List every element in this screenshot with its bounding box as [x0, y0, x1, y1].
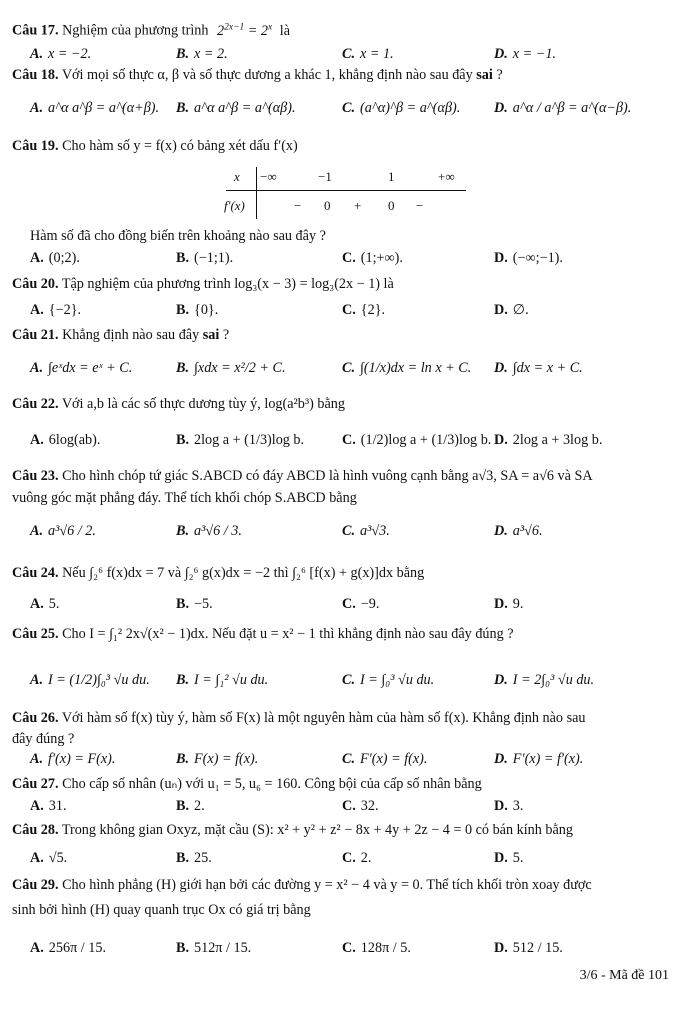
question-text: Nghiệm của phương trình: [62, 22, 209, 39]
option-c[interactable]: C. 32.: [342, 798, 379, 814]
table-sign: +: [354, 198, 362, 213]
question-tail: ?: [222, 327, 230, 343]
question-text-continued: sinh bởi hình (H) quay quanh trục Ox có giá trị bằng: [12, 902, 311, 918]
option-a[interactable]: A. 5.: [30, 596, 60, 612]
option-b[interactable]: B. 2log a + (1/3)log b.: [176, 432, 305, 448]
option-d[interactable]: D. a^α / a^β = a^(α−β).: [494, 100, 632, 116]
option-b[interactable]: B. 25.: [176, 850, 212, 866]
question-26: [12, 710, 678, 727]
question-label: Câu 18.: [12, 67, 59, 83]
option-c[interactable]: C. {2}.: [342, 302, 386, 318]
option-b[interactable]: B. (−1;1).: [176, 250, 234, 266]
question-label: Câu 20.: [12, 276, 59, 292]
table-sign: −: [294, 198, 302, 213]
option-c[interactable]: C. x = 1.: [342, 46, 394, 62]
sign-table: [226, 165, 466, 220]
question-29: [12, 877, 678, 894]
question-text: Với a,b là các số thực dương tùy ý, log(a²b³) bằng: [61, 396, 345, 412]
option-d[interactable]: D. 5.: [494, 850, 524, 866]
question-text: Với hàm số f(x) tùy ý, hàm số F(x) là một nguyên hàm của hàm số f(x). Khẳng định nào sau: [61, 710, 586, 726]
question-text: Với mọi số thực α, β và số thực dương a khác 1, khẳng định nào sau đây: [61, 67, 473, 83]
option-a[interactable]: A. I = (1/2)∫₀³ √u du.: [30, 672, 150, 688]
option-d[interactable]: D. 9.: [494, 596, 524, 612]
question-label: Câu 25.: [12, 626, 59, 642]
option-a[interactable]: A. √5.: [30, 850, 68, 866]
question-prompt: Hàm số đã cho đồng biến trên khoảng nào sau đây ?: [30, 228, 326, 244]
option-d[interactable]: D. I = 2∫₀³ √u du.: [494, 672, 595, 688]
option-c[interactable]: C. 2.: [342, 850, 372, 866]
table-header-x: x: [234, 169, 240, 184]
question-label: Câu 21.: [12, 327, 59, 343]
table-horizontal-line: [226, 190, 466, 191]
question-emphasis: sai: [476, 67, 493, 83]
question-tail: là: [279, 22, 291, 39]
table-vertical-line: [256, 167, 257, 219]
table-sign: −: [416, 198, 424, 213]
question-27: [12, 776, 678, 793]
question-22: [12, 396, 678, 413]
table-zero: 0: [388, 198, 395, 213]
option-b[interactable]: B. a^α a^β = a^(αβ).: [176, 100, 296, 116]
question-text: Cho cấp số nhân (uₙ) với u₁ = 5, u₆ = 160. Công bội của cấp số nhân bằng: [62, 776, 482, 792]
option-b[interactable]: B. −5.: [176, 596, 213, 612]
option-b[interactable]: B. {0}.: [176, 302, 219, 318]
option-d[interactable]: D. ∫dx = x + C.: [494, 360, 583, 376]
question-text: Cho I = ∫₁² 2x√(x² − 1)dx. Nếu đặt u = x² − 1 thì khẳng định nào sau đây đúng ?: [62, 626, 514, 642]
question-label: Câu 22.: [12, 396, 59, 412]
option-b[interactable]: B. I = ∫₁² √u du.: [176, 672, 269, 688]
option-a[interactable]: A. f′(x) = F(x).: [30, 751, 116, 767]
option-a[interactable]: A. 256π / 15.: [30, 940, 107, 956]
option-c[interactable]: C. a³√3.: [342, 523, 390, 539]
option-b[interactable]: B. a³√6 / 3.: [176, 523, 242, 539]
option-d[interactable]: D. (−∞;−1).: [494, 250, 563, 266]
question-tail: ?: [496, 67, 503, 83]
option-d[interactable]: D. 2log a + 3log b.: [494, 432, 603, 448]
question-label: Câu 26.: [12, 710, 59, 726]
table-zero: 0: [324, 198, 331, 213]
question-17: [12, 22, 678, 40]
table-x-value: −1: [318, 169, 332, 184]
question-20: [12, 276, 678, 293]
question-text: Nếu ∫₂⁶ f(x)dx = 7 và ∫₂⁶ g(x)dx = −2 thì ∫₂⁶ [f(x) + g(x)]dx bằng: [62, 565, 425, 581]
table-header-fprime: f′(x): [224, 198, 245, 213]
question-text-continued: vuông góc mặt phẳng đáy. Thể tích khối chóp S.ABCD bằng: [12, 490, 357, 506]
question-text: Cho hình phẳng (H) giới hạn bởi các đường y = x² − 4 và y = 0. Thể tích khối tròn xoay được: [62, 877, 592, 893]
question-21: [12, 327, 678, 344]
question-label: Câu 19.: [12, 138, 59, 154]
option-a[interactable]: A. 6log(ab).: [30, 432, 101, 448]
option-a[interactable]: A. a^α a^β = a^(α+β).: [30, 100, 160, 116]
question-text: Khẳng định nào sau đây: [62, 327, 200, 343]
question-label: Câu 23.: [12, 468, 59, 484]
option-a[interactable]: A. ∫eˣdx = eˣ + C.: [30, 360, 133, 376]
question-label: Câu 27.: [12, 776, 59, 792]
question-text: Cho hàm số y = f(x) có bảng xét dấu f′(x): [62, 138, 298, 154]
option-c[interactable]: C. ∫(1/x)dx = ln x + C.: [342, 360, 472, 376]
option-a[interactable]: A. 31.: [30, 798, 67, 814]
option-b[interactable]: B. 2.: [176, 798, 205, 814]
option-c[interactable]: C. 128π / 5.: [342, 940, 411, 956]
option-c[interactable]: C. F′(x) = f(x).: [342, 751, 428, 767]
table-x-value: −∞: [260, 169, 277, 184]
page-footer: 3/6 - Mã đề 101: [579, 968, 669, 983]
option-d[interactable]: D. ∅.: [494, 302, 529, 318]
question-18: [12, 67, 678, 84]
option-d[interactable]: D. x = −1.: [494, 46, 556, 62]
table-x-value: +∞: [438, 169, 455, 184]
question-label: Câu 28.: [12, 822, 59, 838]
question-25: [12, 626, 678, 643]
option-b[interactable]: B. F(x) = f(x).: [176, 751, 259, 767]
option-c[interactable]: C. I = ∫₀³ √u du.: [342, 672, 435, 688]
option-d[interactable]: D. 3.: [494, 798, 524, 814]
question-text: Cho hình chóp tứ giác S.ABCD có đáy ABCD là hình vuông cạnh bằng a√3, SA = a√6 và SA: [62, 468, 593, 484]
option-d[interactable]: D. 512 / 15.: [494, 940, 563, 956]
option-a[interactable]: A. (0;2).: [30, 250, 80, 266]
option-c[interactable]: C. −9.: [342, 596, 380, 612]
option-a[interactable]: A. {−2}.: [30, 302, 82, 318]
option-b[interactable]: B. ∫xdx = x²/2 + C.: [176, 360, 286, 376]
option-a[interactable]: A. a³√6 / 2.: [30, 523, 96, 539]
question-19: [12, 138, 678, 155]
question-24: [12, 565, 678, 582]
option-d[interactable]: D. a³√6.: [494, 523, 543, 539]
question-text: Tập nghiệm của phương trình log₃(x − 3) = log₃(2x − 1) là: [61, 276, 394, 292]
question-23: [12, 468, 678, 485]
equation: $2^{2x-1} = 2^x$: [217, 22, 273, 39]
question-label: Câu 17.: [12, 22, 59, 39]
question-emphasis: sai: [202, 327, 220, 343]
question-text: Trong không gian Oxyz, mặt cầu (S): x² + y² + z² − 8x + 4y + 2z − 4 = 0 có bán kính bằng: [61, 822, 573, 838]
option-c[interactable]: C. (1;+∞).: [342, 250, 403, 266]
option-b[interactable]: B. 512π / 15.: [176, 940, 252, 956]
option-b[interactable]: B. x = 2.: [176, 46, 228, 62]
option-c[interactable]: C. (1/2)log a + (1/3)log b.: [342, 432, 492, 448]
question-text-continued: đây đúng ?: [12, 731, 75, 747]
option-d[interactable]: D. F′(x) = f′(x).: [494, 751, 584, 767]
option-a[interactable]: A. x = −2.: [30, 46, 92, 62]
table-x-value: 1: [388, 169, 395, 184]
question-28: [12, 822, 678, 839]
question-label: Câu 29.: [12, 877, 59, 893]
option-c[interactable]: C. (a^α)^β = a^(αβ).: [342, 100, 461, 116]
question-label: Câu 24.: [12, 565, 59, 581]
